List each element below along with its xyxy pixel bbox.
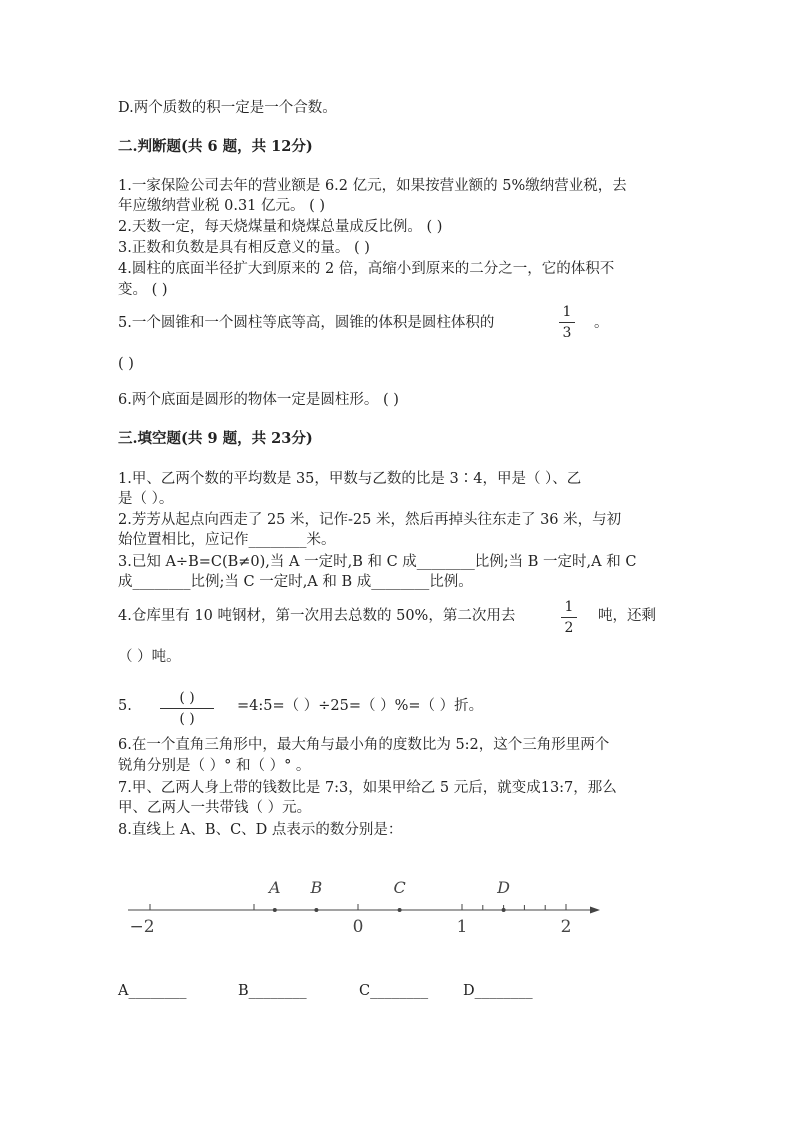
point-label-a: A <box>269 878 281 897</box>
q2-5-line-2: ( ) <box>118 356 134 372</box>
axis-arrow-icon <box>590 907 600 914</box>
fraction-bar <box>561 617 577 618</box>
fraction-numerator: 1 <box>564 599 574 615</box>
fraction-bar <box>559 322 575 323</box>
q3-5-rest: =4:5=（ ）÷25=（ ）%=（ ）折。 <box>237 698 484 714</box>
section-3-title: 三.填空题(共 9 题，共 23分) <box>118 430 313 447</box>
point-c <box>398 908 402 912</box>
fraction-one-half <box>561 598 577 637</box>
q2-4-line-1: 4.圆柱的底面半径扩大到原来的 2 倍，高缩小到原来的二分之一，它的体积不 <box>118 261 615 277</box>
q3-1-line-2: 是（ ）。 <box>118 491 174 507</box>
q3-3-line-1: 3.已知 A÷B=C(B≠0),当 A 一定时,B 和 C 成________比例;当 B 一定时,A 和 C <box>118 554 637 570</box>
q3-4-line-2: （ ）吨。 <box>118 649 181 665</box>
section-2-title: 二.判断题(共 6 题，共 12分) <box>118 138 313 155</box>
q3-8: 8.直线上 A、B、C、D 点表示的数分别是： <box>118 822 403 838</box>
tick-label: 2 <box>560 917 572 937</box>
answer-b: B________ <box>238 983 307 999</box>
q3-3-line-2: 成________比例;当 C 一定时,A 和 B 成________比例。 <box>118 574 473 590</box>
option-d: D.两个质数的积一定是一个合数。 <box>118 100 337 116</box>
tick-label: −2 <box>129 917 155 937</box>
tick-label: 0 <box>352 917 364 937</box>
q3-7-line-2: 甲、乙两人一共带钱（ ）元。 <box>118 800 312 816</box>
answer-a: A________ <box>118 983 187 999</box>
fraction-denominator: 2 <box>564 620 574 636</box>
q3-2-line-1: 2.芳芳从起点向西走了 25 米，记作-25 米，然后再掉头往东走了 36 米，与初 <box>118 512 622 528</box>
answer-d: D________ <box>463 983 533 999</box>
q3-5-number: 5. <box>118 698 132 714</box>
q3-7-line-1: 7.甲、乙两人身上带的钱数比是 7:3，如果甲给乙 5 元后，就变成13:7，那么 <box>118 780 617 796</box>
q2-2: 2.天数一定，每天烧煤量和烧煤总量成反比例。 ( ) <box>118 219 443 235</box>
q3-6-line-2: 锐角分别是（ ）° 和（ ）° 。 <box>118 758 311 774</box>
point-label-c: C <box>393 878 406 897</box>
q3-4-line-1: 4.仓库里有 10 吨钢材，第一次用去总数的 50%，第二次用去 <box>118 608 516 624</box>
fraction-bar <box>160 708 214 709</box>
fraction-one-third <box>559 303 575 342</box>
fraction-numerator: 1 <box>562 304 572 320</box>
q3-1-line-1: 1.甲、乙两个数的平均数是 35，甲数与乙数的比是 3∶4，甲是（ ）、乙 <box>118 471 582 487</box>
q2-5-line-1: 5.一个圆锥和一个圆柱等底等高，圆锥的体积是圆柱体积的 <box>118 315 495 331</box>
point-d <box>502 908 506 912</box>
number-line <box>0 860 794 950</box>
tick-label: 1 <box>456 917 468 937</box>
q3-6-line-1: 6.在一个直角三角形中，最大角与最小角的度数比为 5:2，这个三角形里两个 <box>118 737 610 753</box>
fraction-blank <box>160 689 214 728</box>
q3-4-end: 吨，还剩 <box>598 608 656 624</box>
fraction-denominator: ( ) <box>179 711 195 727</box>
point-a <box>273 908 277 912</box>
q2-3: 3.正数和负数是具有相反意义的量。 ( ) <box>118 240 370 256</box>
q2-1-line-1: 1.一家保险公司去年的营业额是 6.2 亿元，如果按营业额的 5%缴纳营业税，去 <box>118 178 627 194</box>
fraction-denominator: 3 <box>562 325 572 341</box>
q2-4-line-2: 变。 ( ) <box>118 282 168 298</box>
q2-5-end: 。 <box>594 315 609 331</box>
answer-c: C________ <box>359 983 429 999</box>
q2-1-line-2: 年应缴纳营业税 0.31 亿元。 ( ) <box>118 198 326 214</box>
point-label-d: D <box>497 878 511 897</box>
fraction-numerator: ( ) <box>179 690 195 706</box>
point-label-b: B <box>310 878 323 897</box>
q2-6: 6.两个底面是圆形的物体一定是圆柱形。 ( ) <box>118 392 399 408</box>
point-b <box>314 908 318 912</box>
q3-2-line-2: 始位置相比，应记作________米。 <box>118 532 336 548</box>
